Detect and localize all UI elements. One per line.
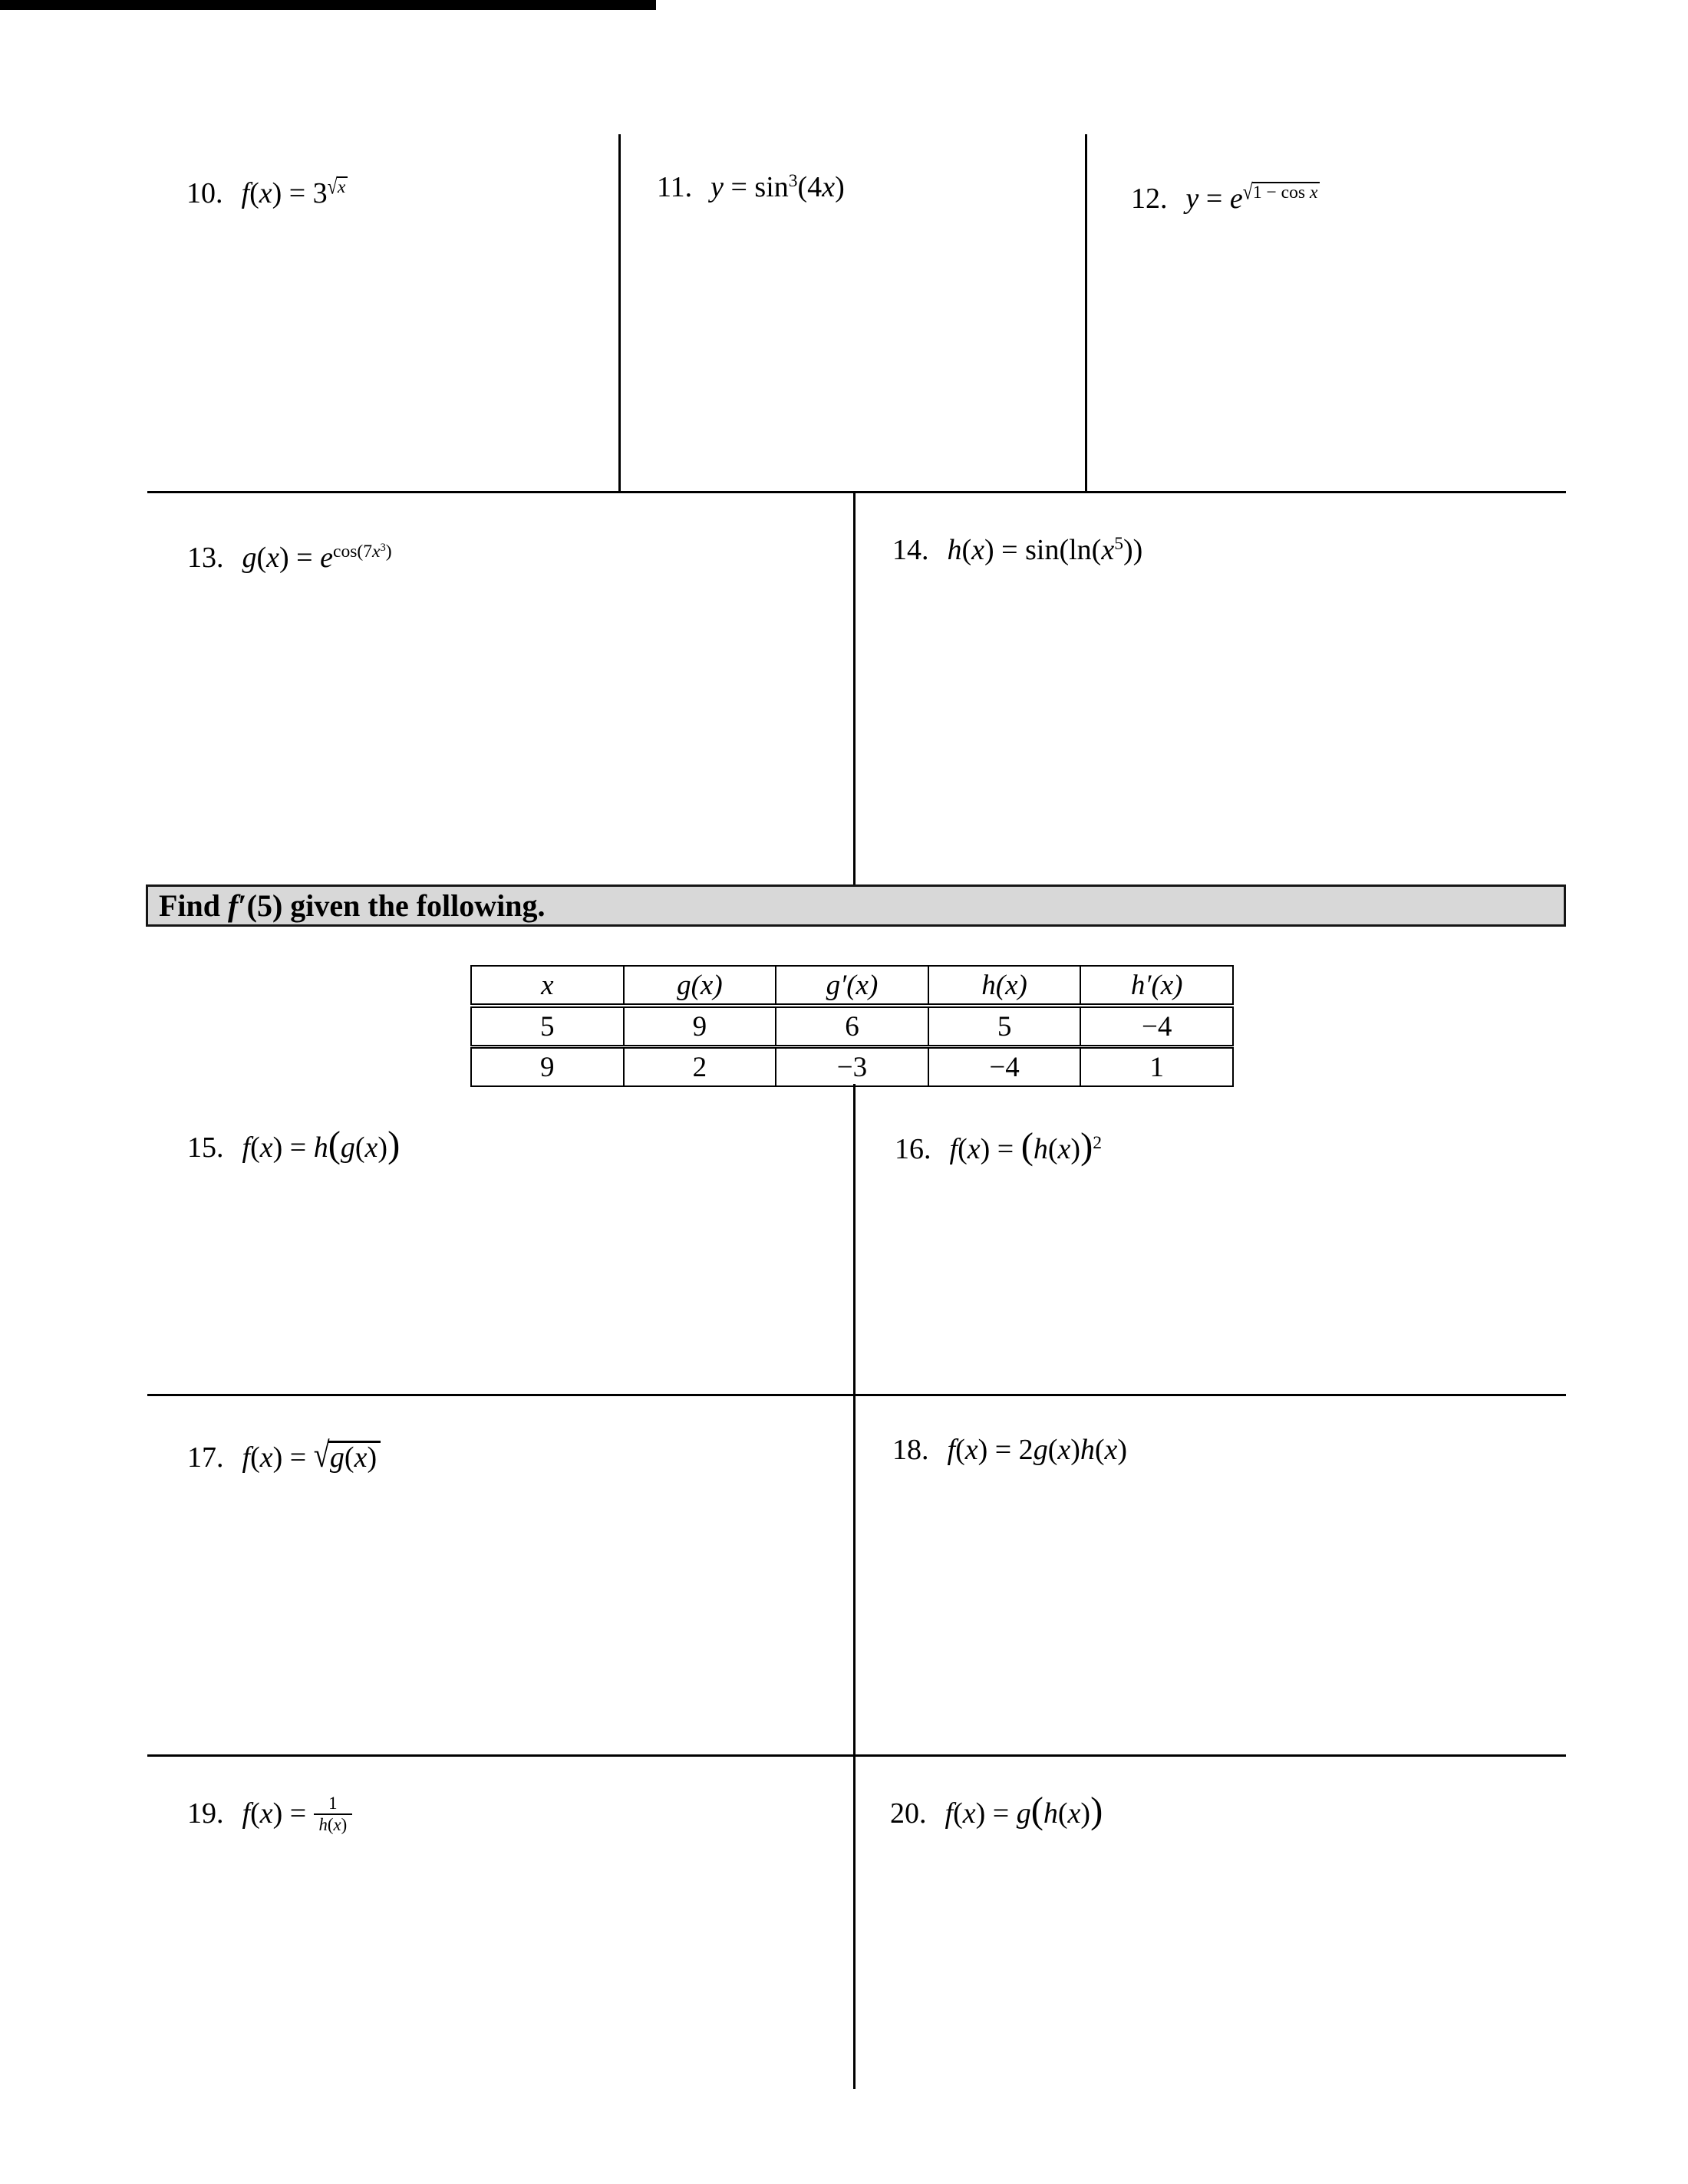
table-cell-0-1: 9 (624, 1006, 776, 1047)
table-header-cell-2: g′(x) (776, 966, 928, 1006)
problem-number: 11. (657, 171, 693, 203)
problem-number: 15. (187, 1132, 224, 1164)
section-header-text: Find f′(5) given the following. (159, 888, 546, 923)
radicand: x (337, 176, 348, 197)
formula: f(x) = h(g(x)) (242, 1124, 401, 1165)
table-cell-1-1: 2 (624, 1047, 776, 1087)
divider-row1-a (618, 134, 621, 491)
values-table (470, 965, 1234, 1087)
formula: $f(x) = (h(x))^2$ (949, 1125, 1103, 1167)
problem-number: 18. (892, 1434, 929, 1466)
problem-number: 10. (186, 177, 223, 209)
table-cell-0-2: 6 (776, 1006, 928, 1047)
radical (313, 1435, 381, 1475)
radical-sign: √ (313, 1435, 330, 1475)
section-header-bar (146, 884, 1566, 927)
superscript: cos(7x3) (333, 542, 392, 562)
radicand: g(x) (328, 1441, 381, 1474)
table-header-cell-1: g(x) (624, 966, 776, 1006)
problem-number: 12. (1131, 183, 1168, 215)
problem-14 (863, 499, 1142, 601)
problem-number: 20. (890, 1797, 927, 1830)
superscript: 3 (380, 542, 386, 555)
formula: $y = e^{√1 - cos x}$ (1186, 183, 1320, 215)
problem-number: 17. (187, 1441, 224, 1474)
problem-16 (865, 1095, 1102, 1200)
superscript: 2 (1093, 1133, 1103, 1154)
denominator: h(x) (318, 1815, 348, 1835)
table-cell-0-0: 5 (471, 1006, 624, 1047)
table-cell-0-3: 5 (928, 1006, 1081, 1047)
radical: √x (328, 177, 348, 197)
superscript: 3 (788, 171, 798, 192)
scan-artifact-bar (0, 0, 656, 10)
superscript (328, 177, 348, 197)
table-row-1 (471, 1047, 1233, 1087)
formula: f(x) = g(h(x)) (945, 1790, 1103, 1831)
problem-20 (861, 1760, 1103, 1864)
problem-13 (158, 507, 392, 608)
formula: $h(x) = \sin(\ln(x^5))$ (947, 534, 1143, 566)
numerator: 1 (314, 1794, 352, 1815)
formula: f(x) = √g(x) (242, 1441, 381, 1474)
rule-under-row1 (147, 491, 1566, 493)
divider-row2 (853, 491, 856, 884)
table-header-cell-3: h(x) (928, 966, 1081, 1006)
divider-bottom-section (853, 1084, 856, 2089)
formula: f(x) = $\frac{1}{h(x)}$ (242, 1797, 353, 1830)
radical: √1 − cos x (1243, 183, 1320, 203)
problem-12 (1102, 148, 1320, 249)
fraction (314, 1794, 352, 1835)
problem-17 (158, 1407, 381, 1508)
formula: $y = \sin^3(4x)$ (710, 171, 845, 203)
table-header-row (471, 966, 1233, 1006)
table-cell-1-0: 9 (471, 1047, 624, 1087)
problem-19 (158, 1761, 352, 1870)
values-table-head (471, 966, 1233, 1006)
rule-under-row3 (147, 1394, 1566, 1396)
problem-number: 13. (187, 542, 224, 574)
table-cell-1-4: 1 (1080, 1047, 1233, 1087)
problem-10 (157, 143, 348, 244)
formula: f(x) = 2g(x)h(x) (947, 1434, 1128, 1466)
superscript: 5 (1114, 534, 1123, 555)
table-row-0 (471, 1006, 1233, 1047)
problem-number: 14. (892, 534, 929, 566)
formula: $f(x) = 3^{√x}$ (242, 177, 348, 209)
radicand: 1 − cos x (1252, 182, 1320, 203)
table-header-cell-4: h′(x) (1080, 966, 1233, 1006)
table-cell-1-3: −4 (928, 1047, 1081, 1087)
table-header-cell-0: x (471, 966, 624, 1006)
divider-row1-b (1085, 134, 1087, 491)
problem-18 (863, 1399, 1127, 1500)
problem-number: 16. (895, 1133, 931, 1165)
table-cell-1-2: −3 (776, 1047, 928, 1087)
superscript (1242, 180, 1320, 205)
values-table-body (471, 1006, 1233, 1086)
table-cell-0-4: −4 (1080, 1006, 1233, 1047)
problem-15 (158, 1094, 400, 1198)
problem-number: 19. (187, 1797, 224, 1830)
rule-under-row4 (147, 1754, 1566, 1757)
problem-11 (628, 137, 845, 238)
formula: $g(x) = e^{cos(7x^3)}$ (242, 542, 392, 574)
